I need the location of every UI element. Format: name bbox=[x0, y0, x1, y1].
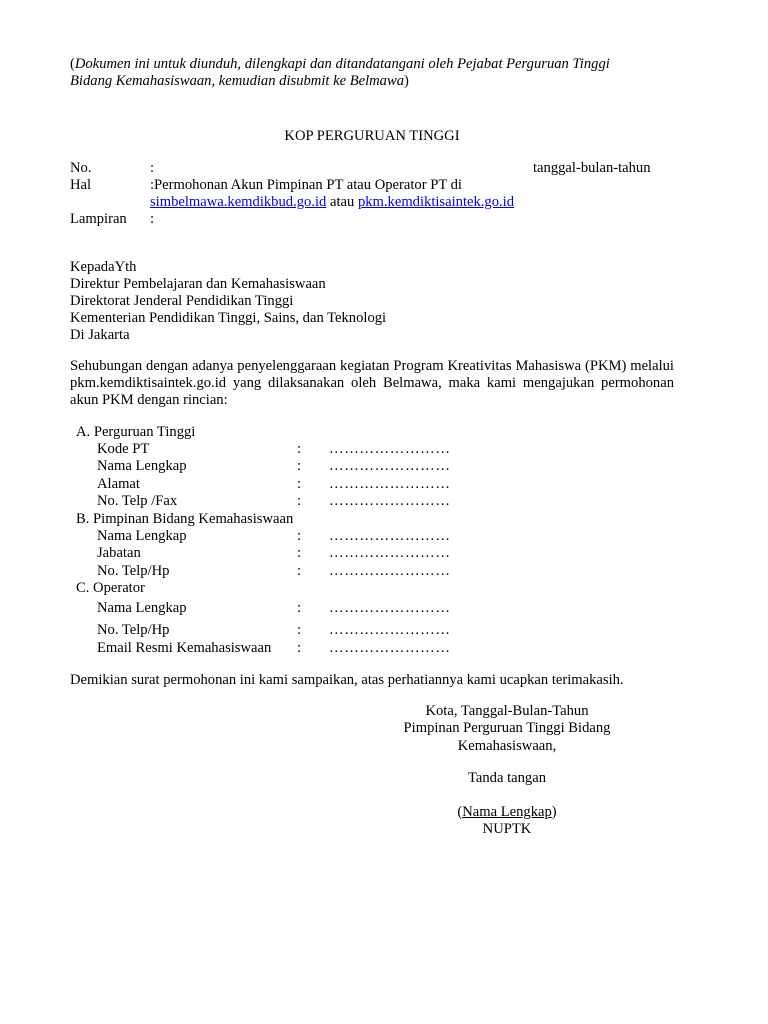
subject-value: :Permohonan Akun Pimpinan PT atau Operator PT di bbox=[150, 177, 462, 193]
field-dots: …………………… bbox=[329, 476, 451, 492]
atau-text: atau bbox=[329, 194, 355, 210]
recipient-line: Di Jakarta bbox=[70, 327, 130, 343]
recipient-line: KepadaYth bbox=[70, 259, 137, 275]
recipient-block bbox=[70, 259, 386, 344]
field-dots: …………………… bbox=[329, 622, 451, 638]
signatory-id-label: NUPTK bbox=[482, 821, 532, 837]
place-date: Kota, Tanggal-Bulan-Tahun bbox=[425, 703, 589, 719]
subject-links-row bbox=[150, 194, 514, 211]
section-c-heading: C. Operator bbox=[76, 580, 145, 596]
body-paragraph: Sehubungan dengan adanya penyelenggaraan kegiatan Program Kreativitas Mahasiswa (PKM) melalui pkm.kemdiktisaintek.go.id yang dilaksanakan oleh Belmawa, maka kami mengajukan permohonan akun PKM dengan rincian: bbox=[70, 358, 674, 408]
simbelmawa-link[interactable]: simbelmawa.kemdikbud.go.id bbox=[150, 194, 327, 210]
instruction-note-line2: Bidang Kemahasiswaan, kemudian disubmit ke Belmawa) bbox=[70, 73, 409, 89]
field-dots: …………………… bbox=[329, 563, 451, 579]
field-colon: : bbox=[297, 528, 302, 544]
field-dots: …………………… bbox=[329, 545, 451, 561]
field-colon: : bbox=[297, 622, 302, 638]
field-label: No. Telp/Hp bbox=[97, 622, 170, 638]
signatory-name: (Nama Lengkap) bbox=[457, 804, 557, 820]
field-label: Alamat bbox=[97, 476, 140, 492]
field-dots: …………………… bbox=[329, 458, 451, 474]
field-colon: : bbox=[297, 476, 302, 492]
signatory-title: Pimpinan Perguruan Tinggi Bidang bbox=[403, 720, 611, 736]
section-a-heading: A. Perguruan Tinggi bbox=[76, 424, 196, 440]
field-dots: …………………… bbox=[329, 528, 451, 544]
number-label: No. bbox=[70, 160, 92, 176]
number-colon: : bbox=[150, 160, 155, 176]
signature-placeholder: Tanda tangan bbox=[468, 770, 546, 786]
closing-sentence: Demikian surat permohonan ini kami sampaikan, atas perhatiannya kami ucapkan terimakasih. bbox=[70, 672, 624, 688]
letterhead-title: KOP PERGURUAN TINGGI bbox=[284, 128, 460, 144]
field-colon: : bbox=[297, 563, 302, 579]
attachment-colon: : bbox=[150, 211, 155, 227]
field-label: Kode PT bbox=[97, 441, 150, 457]
field-label: Nama Lengkap bbox=[97, 600, 187, 616]
field-label: Email Resmi Kemahasiswaan bbox=[97, 640, 272, 656]
letter-date: tanggal-bulan-tahun bbox=[533, 160, 651, 176]
signatory-title: Kemahasiswaan, bbox=[457, 738, 557, 754]
field-dots: …………………… bbox=[329, 600, 451, 616]
attachment-label: Lampiran bbox=[70, 211, 127, 227]
instruction-note-line1: (Dokumen ini untuk diunduh, dilengkapi dan ditandatangani oleh Pejabat Perguruan Tinggi bbox=[70, 56, 610, 72]
field-colon: : bbox=[297, 640, 302, 656]
recipient-line: Direktorat Jenderal Pendidikan Tinggi bbox=[70, 293, 294, 309]
field-label: No. Telp /Fax bbox=[97, 493, 178, 509]
field-dots: …………………… bbox=[329, 441, 451, 457]
field-label: Nama Lengkap bbox=[97, 528, 187, 544]
field-dots: …………………… bbox=[329, 640, 451, 656]
field-colon: : bbox=[297, 441, 302, 457]
section-b-heading: B. Pimpinan Bidang Kemahasiswaan bbox=[76, 511, 294, 527]
field-colon: : bbox=[297, 545, 302, 561]
field-colon: : bbox=[297, 493, 302, 509]
field-colon: : bbox=[297, 458, 302, 474]
signatory-name-text: Nama Lengkap bbox=[462, 804, 552, 820]
field-label: Jabatan bbox=[97, 545, 141, 561]
instruction-note bbox=[70, 56, 610, 90]
recipient-line: Kementerian Pendidikan Tinggi, Sains, dan Teknologi bbox=[70, 310, 387, 326]
field-dots: …………………… bbox=[329, 493, 451, 509]
field-label: Nama Lengkap bbox=[97, 458, 187, 474]
field-colon: : bbox=[297, 600, 302, 616]
recipient-line: Direktur Pembelajaran dan Kemahasiswaan bbox=[70, 276, 326, 292]
pkm-link[interactable]: pkm.kemdiktisaintek.go.id bbox=[357, 194, 515, 210]
subject-label: Hal bbox=[70, 177, 92, 193]
field-label: No. Telp/Hp bbox=[97, 563, 170, 579]
